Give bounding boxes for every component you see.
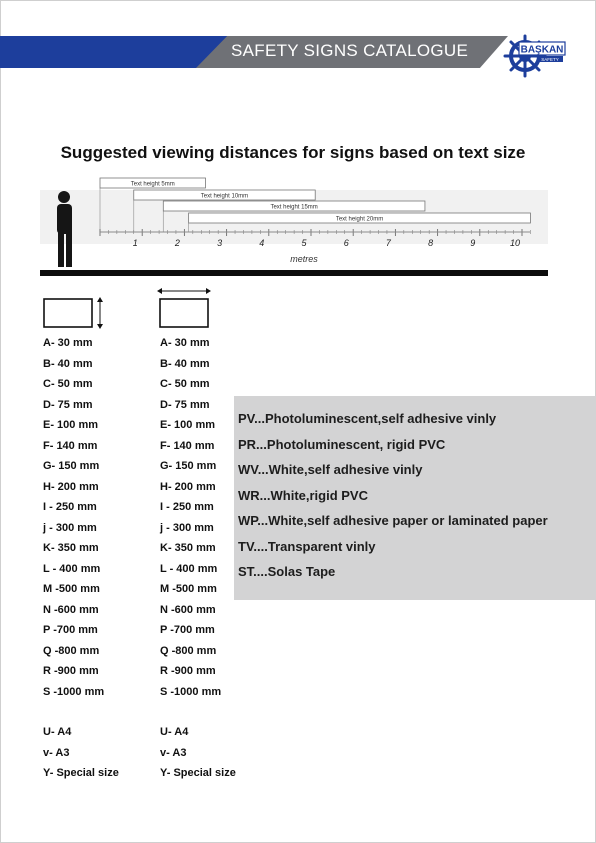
- paper-size-item: v- A3: [43, 746, 70, 759]
- material-legend-item: PR...Photoluminescent, rigid PVC: [238, 436, 446, 452]
- axis-tick-label: 7: [385, 238, 391, 248]
- axis-tick-label: 5: [301, 238, 307, 248]
- distance-range-label: Text height 15mm: [270, 204, 318, 211]
- axis-tick-label: 6: [343, 238, 349, 248]
- height-size-item: N -600 mm: [43, 603, 99, 616]
- width-size-item: A- 30 mm: [160, 337, 210, 349]
- height-size-list: [43, 335, 104, 704]
- axis-tick-label: 3: [217, 238, 223, 248]
- viewing-distance-chart: [40, 170, 548, 278]
- height-dimension-icon: [40, 296, 106, 332]
- height-size-item: R -900 mm: [43, 665, 99, 677]
- axis-tick-label: 1: [132, 238, 138, 248]
- logo-subtext: SAFETY: [541, 57, 559, 62]
- width-size-item: R -900 mm: [160, 665, 216, 677]
- material-legend-item: WV...White,self adhesive vinly: [238, 462, 423, 477]
- catalogue-title: SAFETY SIGNS CATALOGUE: [231, 41, 469, 60]
- height-size-item: Q -800 mm: [43, 644, 100, 657]
- height-size-item: C- 50 mm: [43, 378, 93, 390]
- paper-size-item: U- A4: [160, 726, 189, 738]
- paper-size-item: Y- Special size: [43, 767, 119, 779]
- height-size-item: E- 100 mm: [43, 419, 99, 431]
- height-size-item: A- 30 mm: [43, 337, 93, 349]
- material-legend-item: PV...Photoluminescent,self adhesive vinly: [238, 411, 497, 426]
- material-legend-item: ST....Solas Tape: [238, 564, 336, 579]
- width-size-item: H- 200 mm: [160, 480, 216, 493]
- height-size-item: H- 200 mm: [43, 480, 99, 493]
- paper-size-item: Y- Special size: [160, 767, 236, 779]
- width-size-item: Q -800 mm: [160, 644, 217, 657]
- height-size-item: P -700 mm: [43, 624, 98, 636]
- paper-size-item: U- A4: [43, 726, 72, 738]
- height-size-item: F- 140 mm: [43, 439, 98, 452]
- distance-range-label: Text height 5mm: [130, 181, 175, 188]
- width-size-item: K- 350 mm: [160, 542, 216, 554]
- width-size-item: M -500 mm: [160, 583, 217, 595]
- distance-range-label: Text height 20mm: [335, 216, 384, 223]
- width-size-item: j - 300 mm: [160, 521, 214, 534]
- chart-base-bar: [40, 270, 548, 276]
- width-size-item: N -600 mm: [160, 603, 216, 616]
- material-legend-item: WP...White,self adhesive paper or laminated paper: [238, 513, 548, 528]
- width-dimension-icon: [155, 285, 215, 331]
- height-size-item: D- 75 mm: [43, 398, 93, 411]
- width-size-item: B- 40 mm: [160, 357, 210, 370]
- banner-blue-stripe: [0, 36, 230, 68]
- width-size-item: C- 50 mm: [160, 378, 210, 390]
- material-legend-panel: [234, 396, 596, 600]
- x-axis-label: metres: [290, 254, 318, 264]
- width-size-list: [160, 335, 221, 704]
- height-size-item: j - 300 mm: [43, 521, 97, 534]
- axis-tick-label: 9: [470, 238, 476, 248]
- distance-range-label: Text height 10mm: [200, 193, 249, 200]
- height-size-item: M -500 mm: [43, 583, 100, 595]
- ship-wheel-icon: [503, 33, 567, 79]
- height-size-item: S -1000 mm: [43, 685, 105, 698]
- paper-size-list-left: [43, 726, 119, 788]
- axis-tick-label: 8: [428, 238, 434, 248]
- width-size-item: L - 400 mm: [160, 562, 218, 575]
- material-legend-item: WR...White,rigid PVC: [238, 487, 368, 503]
- logo-wordmark: BAŞKAN: [520, 44, 564, 56]
- paper-size-item: v- A3: [160, 746, 187, 759]
- width-size-item: F- 140 mm: [160, 439, 215, 452]
- height-size-item: I - 250 mm: [43, 501, 97, 513]
- height-size-item: K- 350 mm: [43, 542, 99, 554]
- width-size-item: D- 75 mm: [160, 398, 210, 411]
- axis-tick-label: 10: [509, 238, 521, 248]
- width-size-item: E- 100 mm: [160, 419, 216, 431]
- axis-tick-label: 2: [174, 238, 180, 248]
- viewing-distance-svg: [40, 170, 548, 278]
- axis-tick-label: 4: [259, 238, 265, 248]
- height-size-item: L - 400 mm: [43, 562, 101, 575]
- height-size-item: G- 150 mm: [43, 460, 100, 472]
- page-heading: Suggested viewing distances for signs based on text size: [60, 143, 526, 162]
- height-size-item: B- 40 mm: [43, 357, 93, 370]
- width-size-item: S -1000 mm: [160, 685, 222, 698]
- baskan-logo: [503, 33, 567, 79]
- material-legend-item: TV....Transparent vinly: [238, 538, 376, 554]
- width-size-item: G- 150 mm: [160, 460, 217, 472]
- material-legend-list: [234, 396, 596, 585]
- paper-size-list-right: [160, 726, 236, 788]
- width-size-item: I - 250 mm: [160, 501, 214, 513]
- width-size-item: P -700 mm: [160, 624, 215, 636]
